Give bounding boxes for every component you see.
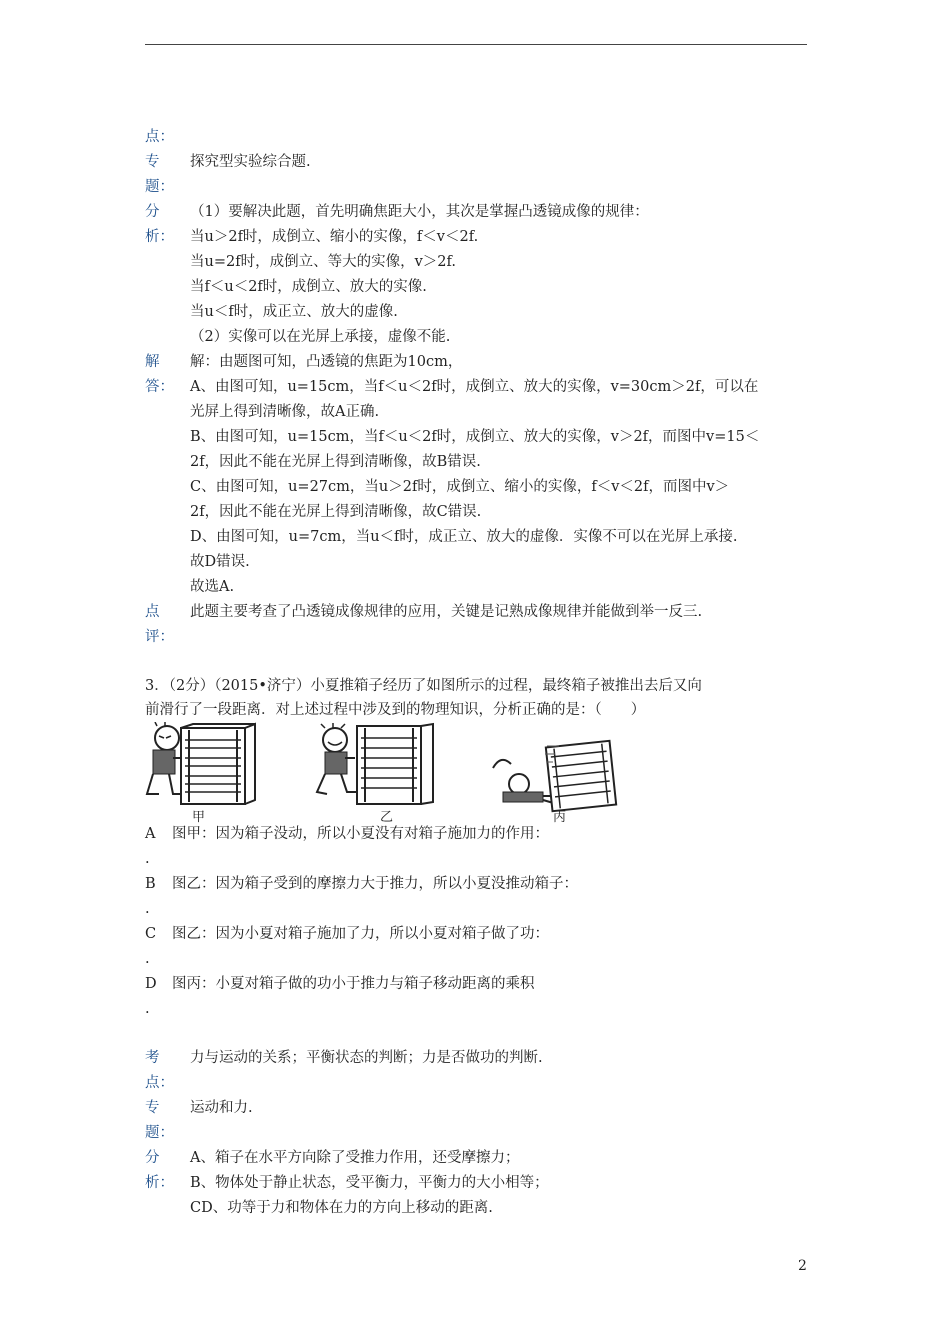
jieda-line: 2f，因此不能在光屏上得到清晰像，故B错误. [190,454,481,470]
jieda-line: D、由图可知，u=7cm，当u＜f时，成正立、放大的虚像．实像不可以在光屏上承接. [190,529,738,545]
jieda-label-a: 解 [145,354,160,370]
jieda-line: B、由图可知，u=15cm，当f＜u＜2f时，成倒立、放大的实像，v＞2f，而图中v=15＜ [190,429,760,445]
jieda-line: 故选A. [190,579,235,595]
figure-label-yi: 乙 [380,810,394,825]
option-c-dot: . [145,951,150,967]
fenxi-line: （1）要解决此题，首先明确焦距大小，其次是掌握凸透镜成像的规律： [190,204,649,220]
option-d-dot: . [145,1001,150,1017]
figure-label-jia: 甲 [192,810,206,825]
fenxi-label-1b: 析： [145,229,174,245]
dianping-text: 此题主要考查了凸透镜成像规律的应用，关键是记熟成像规律并能做到举一反三. [190,604,703,620]
zhuanti-text-2: 运动和力. [190,1100,253,1116]
option-d-text: 图丙：小夏对箱子做的功小于推力与箱子移动距离的乘积 [172,976,535,992]
jieda-line: 光屏上得到清晰像，故A正确. [190,404,380,420]
option-c-letter: C [145,926,157,942]
fenxi2-line: A、箱子在水平方向除了受推力作用，还受摩擦力； [190,1150,520,1166]
option-b-text: 图乙：因为箱子受到的摩擦力大于推力，所以小夏没推动箱子： [172,876,578,892]
fenxi-line: 当f＜u＜2f时，成倒立、放大的实像. [190,279,427,295]
zhuanti-label-2b: 题： [145,1125,174,1141]
option-a-text: 图甲：因为箱子没动，所以小夏没有对箱子施加力的作用： [172,826,549,842]
figure-panel-jia [147,722,255,804]
fenxi-label-1a: 分 [145,204,160,220]
dianping-label-b: 评： [145,629,174,645]
option-d-letter: D [145,976,157,992]
option-c-text: 图乙：因为小夏对箱子施加了力，所以小夏对箱子做了功： [172,926,549,942]
kaodian-label-b: 点： [145,1075,174,1091]
fenxi-label-2b: 析： [145,1175,174,1191]
zhuanti-label-1a: 专 [145,154,160,170]
fenxi-line: （2）实像可以在光屏上承接，虚像不能. [190,329,451,345]
option-b-dot: . [145,901,150,917]
fenxi-label-2a: 分 [145,1150,160,1166]
fenxi-line: 当u＞2f时，成倒立、缩小的实像，f＜v＜2f. [190,229,479,245]
option-a-dot: . [145,851,150,867]
header-rule [145,44,807,45]
q3-stem-line2: 前滑行了一段距离．对上述过程中涉及到的物理知识，分析正确的是：（ ） [145,702,646,718]
jieda-line: 故D错误. [190,554,250,570]
kaodian-label-a: 考 [145,1050,160,1066]
zhuanti-label-1b: 题： [145,179,174,195]
fenxi2-line: B、物体处于静止状态，受平衡力，平衡力的大小相等； [190,1175,549,1191]
jieda-label-b: 答： [145,379,174,395]
jieda-line: C、由图可知，u=27cm，当u＞2f时，成倒立、缩小的实像，f＜v＜2f，而图中v＞ [190,479,730,495]
fenxi2-line: CD、功等于力和物体在力的方向上移动的距离. [190,1200,493,1216]
jieda-line: 2f，因此不能在光屏上得到清晰像，故C错误. [190,504,482,520]
jieda-line: 解：由题图可知，凸透镜的焦距为10cm， [190,354,463,370]
q3-stem-line1: 3．（2分）（2015•济宁）小夏推箱子经历了如图所示的过程，最终箱子被推出去后又向 [145,678,702,694]
figure-label-bing: 丙 [553,810,567,825]
fenxi-line: 当u=2f时，成倒立、等大的实像，v＞2f. [190,254,456,270]
figure-panel-yi [317,723,433,804]
figure-panel-bing [493,741,616,811]
option-a-letter: A [145,826,156,842]
jieda-line: A、由图可知，u=15cm，当f＜u＜2f时，成倒立、放大的实像，v=30cm＞2f，可以在 [190,379,759,395]
dianping-label-a: 点 [145,604,160,620]
zhuanti-text-1: 探究型实验综合题. [190,154,311,170]
dian-label-tail: 点： [145,129,174,145]
push-box-figure [145,722,705,824]
fenxi-line: 当u＜f时，成正立、放大的虚像. [190,304,398,320]
option-b-letter: B [145,876,156,892]
kaodian-text: 力与运动的关系；平衡状态的判断；力是否做功的判断. [190,1050,543,1066]
page-number: 2 [798,1258,807,1274]
zhuanti-label-2a: 专 [145,1100,160,1116]
